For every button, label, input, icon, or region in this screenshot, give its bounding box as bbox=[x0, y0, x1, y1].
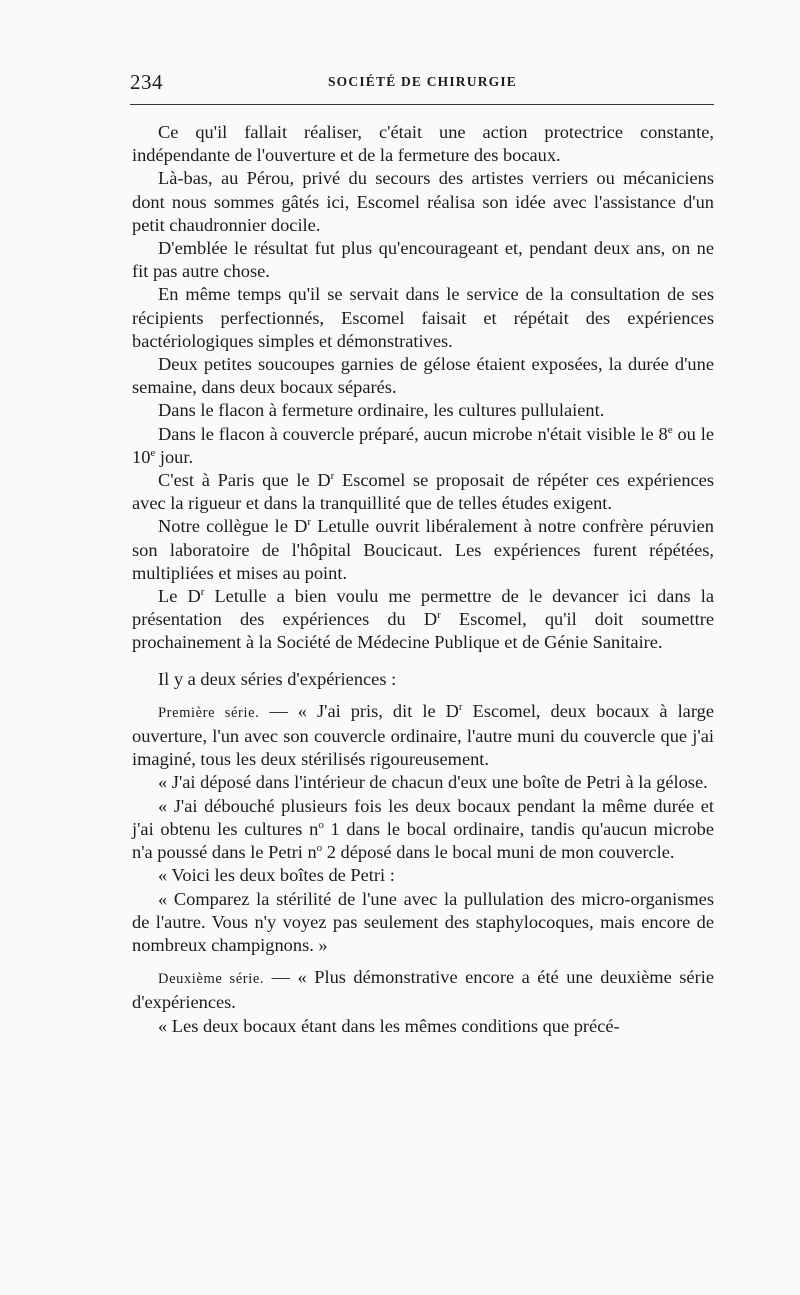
paragraph: Notre collègue le $D^r$ Letulle ouvrit libéralement à notre confrère péruvien son laboratoire de l'hôpital Boucicaut. Les expériences furent répétées, multipliées et mises au point. bbox=[132, 516, 714, 583]
paragraph: Le $D^r$ Letulle a bien voulu me permettre de le devancer ici dans la présentation des expériences du $D^r$ Escomel, qu'il doit soumettre prochainement à la Société de Médecine Publique et de Génie Sanitaire. bbox=[132, 585, 715, 653]
section-label: Deuxième série. bbox=[158, 971, 265, 988]
paragraph: Il y a deux séries d'expériences : bbox=[158, 668, 397, 689]
paragraph: Première série. — « J'ai pris, dit le $D^r$ Escomel, deux bocaux à large ouverture, l'un avec son couvercle ordinaire, l'autre muni du couvercle que j'ai imaginé, tous les deux stérilisés rigoureusement. bbox=[132, 700, 714, 770]
paragraph: « J'ai débouché plusieurs fois les deux bocaux pendant la même durée et j'ai obtenu les cultures $n^o$ 1 dans le bocal ordinaire, tandis qu'aucun microbe n'a poussé dans le Petri $n^o$ 2 déposé dans le bocal muni de mon couvercle. bbox=[132, 795, 715, 863]
paragraph: Là-bas, au Pérou, privé du secours des artistes verriers ou mécaniciens dont nous sommes gâtés ici, Escomel réalisa son idée avec l'assistance d'un petit chaudronnier docile. bbox=[132, 168, 714, 235]
paragraph: En même temps qu'il se servait dans le service de la consultation de ses récipients perfectionnés, Escomel faisait et répétait des expériences bactériologiques simples et démonstratives. bbox=[132, 284, 714, 351]
page-number: 234 bbox=[130, 70, 163, 94]
page-header bbox=[130, 70, 715, 96]
paragraph: Dans le flacon à fermeture ordinaire, les cultures pullulaient. bbox=[158, 400, 605, 421]
paragraph: C'est à Paris que le $D^r$ Escomel se proposait de répéter ces expériences avec la rigueur et dans la tranquillité que de telles études exigent. bbox=[132, 469, 714, 514]
paragraph: « Les deux bocaux étant dans les mêmes conditions que précé- bbox=[158, 1015, 620, 1036]
paragraph: D'emblée le résultat fut plus qu'encourageant et, pendant deux ans, on ne fit pas autre chose. bbox=[132, 238, 714, 282]
paragraph: Deuxième série. — « Plus démonstrative encore a été une deuxième série d'expériences. bbox=[132, 967, 714, 1013]
paragraph: Deux petites soucoupes garnies de gélose étaient exposées, la durée d'une semaine, dans deux bocaux séparés. bbox=[132, 354, 714, 398]
body-text bbox=[132, 121, 714, 1038]
paragraph: Dans le flacon à couvercle préparé, aucun microbe n'était visible le 8e ou le 10e jour. bbox=[132, 423, 714, 467]
paragraph: Ce qu'il fallait réaliser, c'était une action protectrice constante, indépendante de l'ouverture et de la fermeture des bocaux. bbox=[132, 122, 714, 166]
section-label: Première série. bbox=[158, 704, 260, 721]
running-title: SOCIÉTÉ DE CHIRURGIE bbox=[327, 74, 518, 89]
header-rule bbox=[130, 104, 714, 105]
paragraph: « J'ai déposé dans l'intérieur de chacun d'eux une boîte de Petri à la gélose. bbox=[158, 772, 708, 793]
paragraph: « Comparez la stérilité de l'une avec la pullulation des micro-organismes de l'autre. Vous n'y voyez pas seulement des staphylocoques, mais encore de nombreux champignons. » bbox=[132, 888, 714, 955]
paragraph: « Voici les deux boîtes de Petri : bbox=[158, 865, 395, 886]
